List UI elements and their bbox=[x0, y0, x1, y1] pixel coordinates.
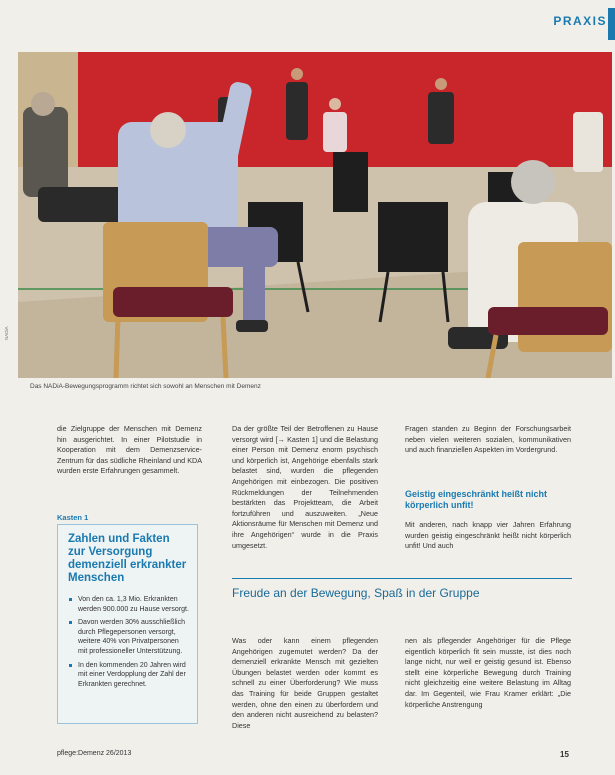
info-box-list bbox=[68, 595, 189, 689]
article-paragraph: die Zielgruppe der Menschen mit Demenz hin ausgerichtet. In einer Pilotstudie in Kooperation mit dem Demenzservice-Zentrum für das südliche Rheinland und KDA wurden erste Erfahrungen gesammelt. bbox=[57, 424, 202, 476]
photo-caption: Das NADiA-Bewegungsprogramm richtet sich sowohl an Menschen mit Demenz bbox=[30, 383, 261, 390]
exercise-photo bbox=[18, 52, 612, 378]
kasten-label: Kasten 1 bbox=[57, 513, 89, 522]
article-column-4 bbox=[232, 636, 378, 731]
info-box-item: Davon werden 30% ausschließlich durch Pflegepersonen versorgt, weitere 40% von Privatpersonen mit professioneller Unterstützung. bbox=[68, 618, 189, 656]
info-box bbox=[57, 524, 198, 724]
article-column-1 bbox=[57, 424, 202, 477]
feature-heading: Freude an der Bewegung, Spaß in der Gruppe bbox=[232, 578, 572, 600]
info-box-item: In den kommenden 20 Jahren wird mit einer Verdopplung der Zahl der Erkrankten gerechnet. bbox=[68, 661, 189, 690]
article-paragraph: Fragen standen zu Beginn der Forschungsarbeit neben vielen weiteren sozialen, kommunikativen und auch finanziellen Aspekten im Vordergrund. bbox=[405, 424, 571, 455]
page-number: 15 bbox=[560, 750, 569, 759]
section-label: PRAXIS bbox=[553, 14, 607, 28]
info-box-item: Von den ca. 1,3 Mio. Erkrankten werden 900.000 zu Hause versorgt. bbox=[68, 595, 189, 614]
article-column-3 bbox=[405, 424, 571, 456]
info-box-title: Zahlen und Fakten zur Versorgung demenziell erkrankter Menschen bbox=[68, 533, 187, 584]
subheading: Geistig eingeschränkt heißt nicht körperlich unfit! bbox=[405, 489, 548, 510]
article-column-2 bbox=[232, 424, 378, 551]
article-paragraph: Da der größte Teil der Betroffenen zu Hause versorgt wird [→ Kasten 1] und die Belastung einer Person mit Demenz enorm psychisch und körperlich ist, Angehörige ebenfalls stark belastet sind, wurden die pflegenden Angehörigen mit einbezogen. Die positiven Rückmeldungen der Teilnehmenden bestärkten das Projektteam, die Arbeit fortzuführen und auszuweiten. „Neue Aktionsräume für Menschen mit Demenz und ihre Angehörigen“ wurde in die Praxis umgesetzt. bbox=[232, 424, 378, 550]
article-paragraph: nen als pflegender Angehöriger für die Pflege eigentlich körperlich fit sein musste, ist dies noch lange nicht, nur weil er geistig gesund ist. Ebenso stellt eine körperliche Bewegung durch Training nicht gleichzeitig eine weitere Belastung im Alltag dar. Im Gegenteil, wie Frau Kramer erklärt: „Die körperliche Anstrengung bbox=[405, 636, 571, 709]
article-column-3b bbox=[405, 520, 571, 552]
journal-footer: pflege:Demenz 26/2013 bbox=[57, 750, 132, 757]
section-color-bar bbox=[608, 8, 615, 40]
side-mark: NADiA bbox=[4, 326, 9, 340]
article-column-5 bbox=[405, 636, 571, 710]
article-paragraph: Mit anderen, nach knapp vier Jahren Erfahrung wurden geistig eingeschränkt heißt nicht körperlich unfit! Und auch bbox=[405, 520, 571, 551]
article-paragraph: Was oder kann einem pflegenden Angehörigen zugemutet werden? Da der demenziell erkrankte Mensch mit gezielten Übungen belastet werden oder kommt es schnell zu einer Überforderung? Wie muss das Training für beide Gruppen gestaltet werden, ohne den einen zu überfordern und den anderen nicht ausreichend zu belasten? Diese bbox=[232, 636, 378, 730]
